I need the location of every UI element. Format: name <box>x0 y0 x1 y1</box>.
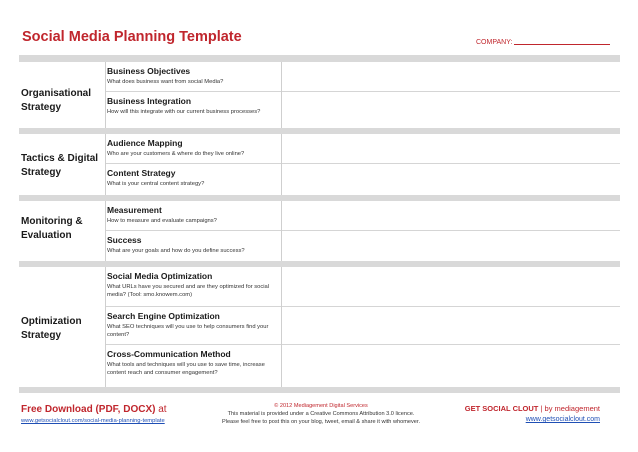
answer-line[interactable] <box>282 62 620 92</box>
row-search-engine-optimization <box>106 307 281 345</box>
row-description: What does business want from social Media? <box>107 79 224 85</box>
row-audience-mapping <box>106 134 281 164</box>
row-description: How to measure and evaluate campaigns? <box>107 218 217 224</box>
answer-line[interactable] <box>282 164 620 195</box>
share-text: Please feel free to post this on your blog, tweet, email & share it with whomever. <box>221 419 421 425</box>
row-description: Who are your customers & where do they live online? <box>107 151 245 157</box>
category-cell <box>19 134 106 195</box>
category-label: Monitoring & Evaluation <box>21 216 83 241</box>
row-content-strategy <box>106 164 281 195</box>
answer-line[interactable] <box>282 307 620 345</box>
category-cell <box>19 201 106 261</box>
section-monitoring-evaluation <box>19 201 620 261</box>
row-description: What SEO techniques will you use to help consumers find your content? <box>107 324 269 338</box>
answer-line[interactable] <box>282 345 620 387</box>
brand-block <box>465 404 600 423</box>
brand-name: GET SOCIAL CLOUT <box>464 404 539 413</box>
row-description: What tools and techniques will you use to save time, increase content reach and consumer engagement? <box>107 362 265 376</box>
section-optimization-strategy <box>19 267 620 387</box>
brand-link[interactable]: www.getsocialclout.com <box>525 416 600 423</box>
download-at: at <box>158 404 167 415</box>
download-block <box>21 404 167 424</box>
header-band <box>19 55 620 62</box>
section-tactics-digital-strategy <box>19 134 620 195</box>
prompt-column <box>106 62 282 128</box>
company-label: COMPANY: <box>476 39 513 46</box>
download-link[interactable]: www.getsocialclout.com/social-media-planning-template <box>21 418 165 424</box>
row-description: How will this integrate with our current business processes? <box>107 109 261 115</box>
row-cross-communication-method <box>106 345 281 387</box>
row-title: Audience Mapping <box>107 138 183 148</box>
answer-line[interactable] <box>282 267 620 307</box>
category-cell <box>19 62 106 128</box>
planning-grid <box>19 55 620 393</box>
row-description: What are your goals and how do you define success? <box>107 248 245 254</box>
row-success <box>106 231 281 261</box>
row-title: Measurement <box>107 205 162 215</box>
copyright-text: © 2012 Mediagement Digital Services <box>274 403 368 409</box>
row-business-integration <box>106 92 281 128</box>
row-description: What is your central content strategy? <box>107 181 205 187</box>
prompt-column <box>106 267 282 387</box>
page-title: Social Media Planning Template <box>22 29 242 45</box>
answer-line[interactable] <box>282 134 620 164</box>
row-social-media-optimization <box>106 267 281 307</box>
row-title: Search Engine Optimization <box>107 311 220 321</box>
answer-line[interactable] <box>282 231 620 261</box>
answer-column[interactable] <box>282 201 620 261</box>
answer-column[interactable] <box>282 134 620 195</box>
row-title: Success <box>107 235 142 245</box>
row-description: What URLs have you secured and are they optimized for social media? (Tool: smo.knowem.com) <box>107 284 270 298</box>
section-divider <box>19 387 620 393</box>
answer-column[interactable] <box>282 267 620 387</box>
category-cell <box>19 267 106 387</box>
prompt-column <box>106 201 282 261</box>
row-title: Cross-Communication Method <box>107 349 231 359</box>
brand-separator: | <box>540 404 543 413</box>
row-measurement <box>106 201 281 231</box>
company-field[interactable] <box>476 39 610 46</box>
answer-column[interactable] <box>282 62 620 128</box>
license-block <box>196 402 446 426</box>
company-blank-line[interactable] <box>514 44 610 45</box>
category-label: Optimization Strategy <box>21 316 82 341</box>
license-text: This material is provided under a Creative Commons Attribution 3.0 licence. <box>227 411 415 417</box>
answer-line[interactable] <box>282 201 620 231</box>
download-label: Free Download (PDF, DOCX) <box>21 404 156 415</box>
row-title: Content Strategy <box>107 168 176 178</box>
category-label: Tactics & Digital Strategy <box>21 153 99 178</box>
section-organisational-strategy <box>19 62 620 128</box>
prompt-column <box>106 134 282 195</box>
category-label: Organisational Strategy <box>21 88 92 113</box>
brand-by: by mediagement <box>544 404 600 413</box>
row-title: Business Integration <box>107 96 192 106</box>
row-business-objectives <box>106 62 281 92</box>
row-title: Social Media Optimization <box>107 271 213 281</box>
row-title: Business Objectives <box>107 66 191 76</box>
answer-line[interactable] <box>282 92 620 128</box>
